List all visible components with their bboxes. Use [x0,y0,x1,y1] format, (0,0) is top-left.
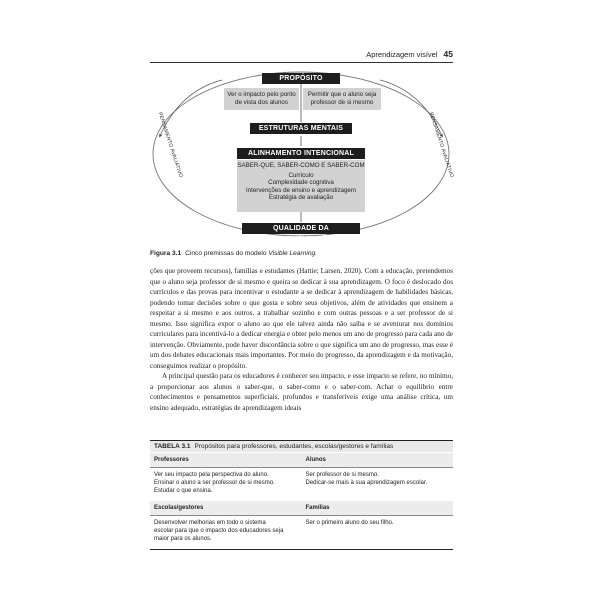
purposes-table [150,453,453,550]
side-label-right: PENSAMENTO AVALIATIVO [427,111,455,179]
caption-italic: Visible Learning. [268,250,318,257]
proposito-box: PROPÓSITO [262,73,340,84]
table-row [150,468,453,502]
permitir-aluno-box [303,88,381,110]
item-intervencoes: Intervenções de ensino e aprendizagem [245,186,357,194]
table-title-text: Propósitos para professores, estudantes, escolas/gestores e famílias [194,443,394,450]
saber-line: SABER-QUE, SABER-COMO E SABER-COM [237,162,365,169]
qualidade-implementacao-box: QUALIDADE DA IMPLEMENTAÇÃO [242,223,360,234]
header-familias: Famílias [302,501,454,516]
running-header [150,48,453,63]
estruturas-mentais-box: ESTRUTURAS MENTAIS [250,123,352,134]
cell-escolas-gestores [150,516,302,550]
body-text [150,266,453,413]
cell-line: Ser professor de si mesmo. [305,472,379,478]
page-number: 45 [443,49,453,59]
item-estrategia: Estratégia de avaliação [268,194,334,201]
cell-line: Dedicar-se mais à sua aprendizagem escolar. [305,480,428,486]
item-curriculo: Currículo [288,171,314,179]
ver-impacto-box [224,88,299,110]
table-label: TABELA 3.1 [154,443,191,450]
header-escolas-gestores: Escolas/gestores [150,501,302,516]
side-label-left: PENSAMENTO AVALIATIVO [156,111,184,179]
cell-line: Desenvolver melhorias em todo o sistema [154,520,266,526]
paragraph-2: A principal questão para os educadores é conhecer seu impacto, e esse impacto se refere, no mínimo, a proporcionar aos alunos o saber-que, o saber-como e o saber-com. Achar o equilíbrio entre conhecimentos e pensamentos superficiais, profundos e transferíveis exige uma análise crítica, um ensino adequado, estratégias de aprendizagem ideais [150,372,453,412]
cell-familias [302,516,454,550]
figure-caption [150,249,453,258]
cell-professores [150,468,302,502]
cell-line: Ser o primeiro aluno do seu filho. [305,520,394,526]
header-professores: Professores [150,453,302,468]
alinhamento-intencional-box: ALINHAMENTO INTENCIONAL [237,148,365,159]
table-header-row [150,453,453,468]
permitir-aluno-line-1: Permitir que o aluno seja [307,91,377,98]
item-complexidade: Complexidade cognitiva [268,179,334,186]
header-alunos: Alunos [302,453,454,468]
caption-label: Figura 3.1 [150,250,182,257]
cell-line: Estudar o que ensina. [154,488,213,494]
table-title [150,440,453,452]
alinhamento-content-box [237,160,365,212]
table-header-row [150,501,453,516]
ver-impacto-line-2: de vista dos alunos [235,98,288,106]
caption-text: Cinco premissas do modelo [185,250,267,257]
table-row [150,516,453,550]
permitir-aluno-line-2: professor de si mesmo [310,98,374,106]
cell-alunos [302,468,454,502]
cell-line: escolar para que o impacto dos educadores seja [154,528,284,534]
figure-diagram [150,66,453,244]
cell-line: Ensinar o aluno a ser professor de si mesmo. [154,480,275,486]
running-header-title: Aprendizagem visível [366,50,438,59]
ver-impacto-line-1: Ver o impacto pelo ponto [227,91,296,98]
cell-line: Ver seu impacto pela perspectiva do aluno. [154,472,269,478]
cell-line: maior para os alunos. [154,536,212,542]
paragraph-1: ções que proveem recursos), famílias e estudantes (Hattie; Larsen, 2020). Com a educação, pretendemos que o aluno seja professor de si mesmo e queira se dedicar à sua aprendizagem. O foco é deslocado dos currículos e das provas para incentivar o estudante a se dedicar à aprendizagem de habilidades básicas, podendo tomar decisões sobre o que gosta e sobre seus objetivos, além de atividades que ensinem a respeitar a si mesmo e aos outros, a trabalhar sozinho e com outras pessoas e a ser professor de si mesmo. Isso significa expor o aluno ao que ele talvez ainda não saiba e se aventurar nos domínios curriculares para incentivá-lo a dedicar energia e obter pelo menos um ano de progresso para cada ano de intervenção. Obviamente, pode haver discordância sobre o que significa um ano de progresso, mas esse é um dos debates educacionais mais importantes. Por meio do progresso, da aprendizagem e da motivação, conseguimos realizar o propósito. [150,267,453,370]
